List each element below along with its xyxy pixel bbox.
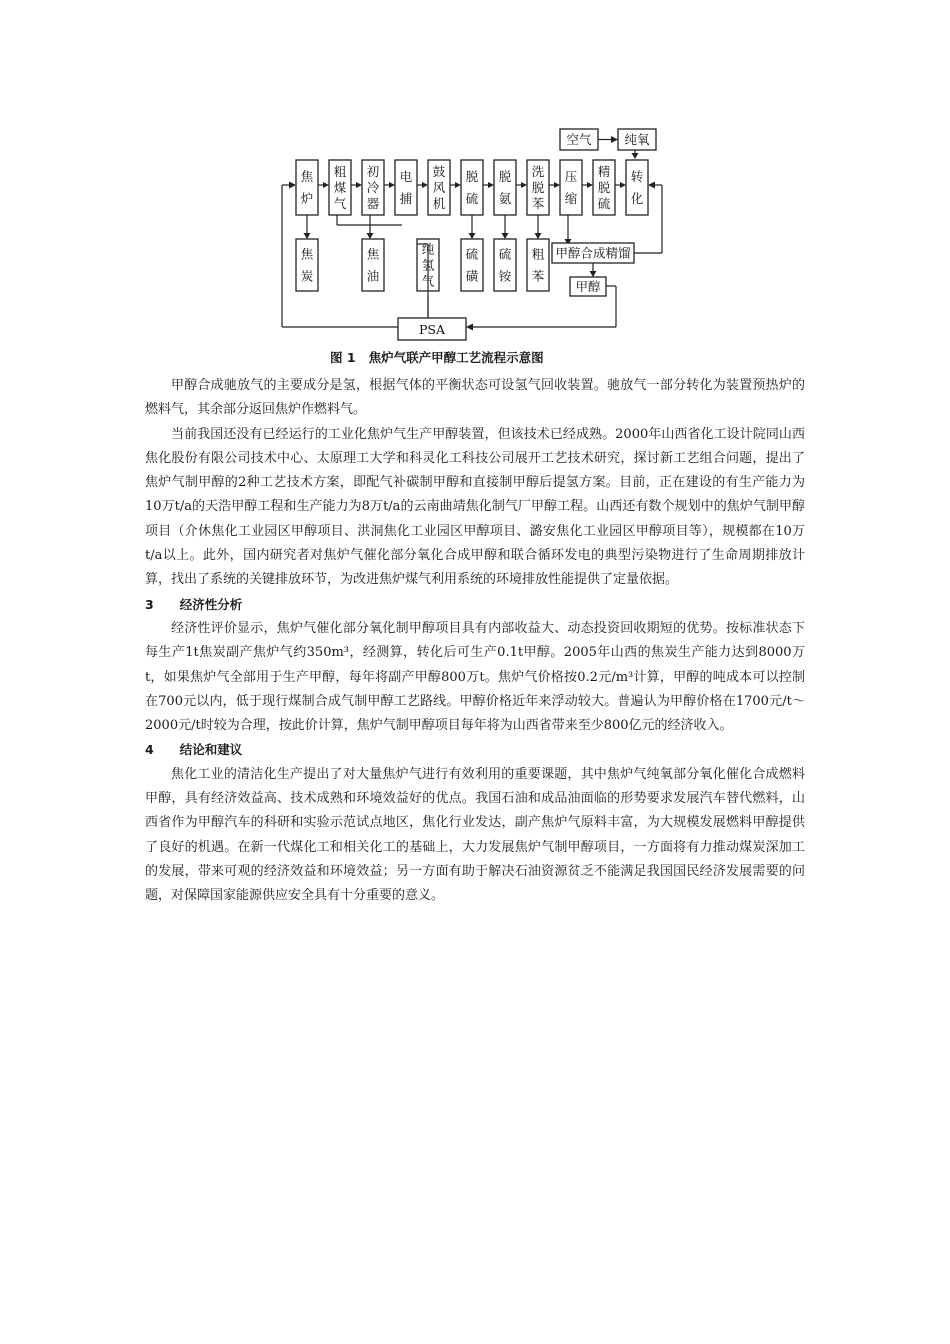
- product-char: 氢: [421, 257, 435, 273]
- process-box-primary-cooler: [362, 160, 384, 215]
- process-char: 脱: [465, 169, 479, 184]
- air-box-label: 空气: [566, 132, 592, 147]
- product-row: [296, 215, 549, 318]
- process-char: 电: [399, 169, 413, 184]
- product-char: 硫: [465, 246, 479, 262]
- oxygen-box-label: 纯氧: [624, 132, 650, 147]
- product-char: 粗: [531, 246, 545, 262]
- process-box-reformer: [626, 160, 648, 215]
- oxygen-box: [618, 129, 656, 150]
- product-char: 磺: [465, 268, 479, 284]
- paragraph-economic-analysis: 经济性评价显示，焦炉气催化部分氧化制甲醇项目具有内部收益大、动态投资回收期短的优势。按标准状态下每生产1t焦炭副产焦炉气约350m³，经测算，转化后可生产0.1t甲醇。2005年山西的焦炭生产能力达到8000万t，如果焦炉气全部用于生产甲醇，每年将副产甲醇800万t。焦炉气价格按0.2元/m³计算，甲醇的吨成本可以控制在700元以内，低于现行煤制合成气制甲醇工艺路线。甲醇价格近年来浮动较大。普遍认为甲醇价格在1700元/t～2000元/t时较为合理，按此价计算，焦炉气制甲醇项目每年将为山西省带来至少800亿元的经济收入。: [145, 620, 805, 734]
- product-box-sulfur: [461, 239, 483, 291]
- methanol-product-box: [570, 277, 606, 296]
- process-row: [296, 160, 648, 215]
- product-char: 气: [421, 273, 435, 289]
- product-box-crude-benzene: [527, 239, 549, 291]
- process-char: 精: [597, 164, 611, 179]
- process-char: 器: [366, 196, 380, 211]
- process-char: 捕: [399, 191, 413, 206]
- process-char: 洗: [531, 164, 545, 179]
- paragraph-conclusion: 焦化工业的清洁化生产提出了对大量焦炉气进行有效利用的重要课题，其中焦炉气纯氧部分氧化催化合成燃料甲醇，具有经济效益高、技术成熟和环境效益好的优点。我国石油和成品油面临的形势要求发展汽车替代燃料，山西省作为甲醇汽车的科研和实验示范试点地区，焦化行业发达，副产焦炉气原料丰富，为大规模发展燃料甲醇提供了良好的机遇。在新一代煤化工和相关化工的基础上，大力发展焦炉气制甲醇项目，一方面将有力推动煤炭深加工的发展，带来可观的经济效益和环境效益；另一方面有助于解决石油资源贫乏不能满足我国国民经济发展需要的问题，对保障国家能源供应安全具有十分重要的意义。: [145, 766, 805, 904]
- process-box-fine-desulfurization: [593, 160, 615, 215]
- process-char: 压: [564, 169, 578, 184]
- product-char: 炭: [300, 268, 314, 284]
- process-box-raw-gas: [329, 160, 351, 215]
- process-char: 冷: [366, 180, 380, 195]
- section-heading-3: 3 经济性分析: [145, 596, 243, 612]
- process-char: 脱: [498, 169, 512, 184]
- process-char: 转: [630, 169, 644, 184]
- product-box-coke: [296, 239, 318, 291]
- product-char: 油: [366, 268, 380, 284]
- psa-box: [398, 318, 466, 340]
- methanol-product-label: 甲醇: [575, 279, 601, 294]
- process-char: 炉: [300, 191, 314, 206]
- paragraph-current-status: 当前我国还没有已经运行的工业化焦炉气生产甲醇装置，但该技术已经成熟。2000年山西省化工设计院同山西焦化股份有限公司技术中心、太原理工大学和科灵化工科技公司展开工艺技术研究，探讨新工艺组合问题，提出了焦炉气制甲醇的2种工艺技术方案，即配气补碳制甲醇和直接制甲醇后提氢方案。目前，正在建设的有生产能力为10万t/a的天浩甲醇工程和生产能力为8万t/a的云南曲靖焦化制气厂甲醇工程。山西还有数个规划中的焦炉气制甲醇项目（介休焦化工业园区甲醇项目、洪洞焦化工业园区甲醇项目、潞安焦化工业园区甲醇项目等），规模都在10万t/a以上。此外，国内研究者对焦炉气催化部分氧化合成甲醇和联合循环发电的典型污染物进行了生命周期排放计算，找出了系统的关键排放环节，为改进焦炉煤气利用系统的环境排放性能提供了定量依据。: [145, 426, 805, 588]
- process-char: 煤: [333, 180, 347, 195]
- product-char: 焦: [300, 246, 314, 262]
- product-char: 焦: [366, 246, 380, 262]
- process-char: 粗: [333, 164, 347, 179]
- product-char: 苯: [531, 268, 545, 284]
- process-char: 机: [432, 196, 446, 211]
- methanol-synthesis-label: 甲醇合成精馏: [555, 245, 631, 261]
- process-char: 脱: [597, 180, 611, 195]
- figure-caption: 图 1 焦炉气联产甲醇工艺流程示意图: [330, 350, 544, 365]
- methanol-synthesis-box: [552, 243, 634, 263]
- process-char: 硫: [597, 196, 611, 211]
- air-box: [560, 129, 598, 150]
- process-char: 鼓: [432, 164, 446, 179]
- process-box-debenzol: [527, 160, 549, 215]
- process-char: 氨: [498, 191, 512, 206]
- process-char: 脱: [531, 180, 545, 195]
- process-box-coke-oven: [296, 160, 318, 215]
- product-char: 硫: [498, 246, 512, 262]
- psa-box-label: PSA: [418, 322, 446, 337]
- process-char: 硫: [465, 191, 479, 206]
- process-char: 风: [432, 180, 446, 195]
- process-char: 焦: [300, 169, 314, 184]
- process-char: 气: [333, 196, 347, 211]
- process-box-desulfurization: [461, 160, 483, 215]
- product-char: 铵: [498, 268, 512, 284]
- process-box-compressor: [560, 160, 582, 215]
- section-heading-4: 4 结论和建议: [145, 742, 243, 758]
- product-char: 纯: [421, 241, 435, 257]
- process-flow-diagram: [270, 122, 680, 370]
- process-box-deammonia: [494, 160, 516, 215]
- process-char: 初: [366, 164, 380, 179]
- product-box-tar: [362, 239, 384, 291]
- process-char: 化: [630, 191, 644, 206]
- process-box-electrostatic-precipitator: [395, 160, 417, 215]
- process-char: 缩: [564, 191, 578, 206]
- product-box-ammonium-sulfate: [494, 239, 516, 291]
- process-char: 苯: [531, 196, 545, 211]
- process-box-blower: [428, 160, 450, 215]
- paragraph-hydrogen-recovery: 甲醇合成驰放气的主要成分是氢，根据气体的平衡状态可设氢气回收装置。驰放气一部分转化为装置预热炉的燃料气，其余部分返回焦炉作燃料气。: [145, 378, 805, 418]
- article-body: [145, 374, 805, 909]
